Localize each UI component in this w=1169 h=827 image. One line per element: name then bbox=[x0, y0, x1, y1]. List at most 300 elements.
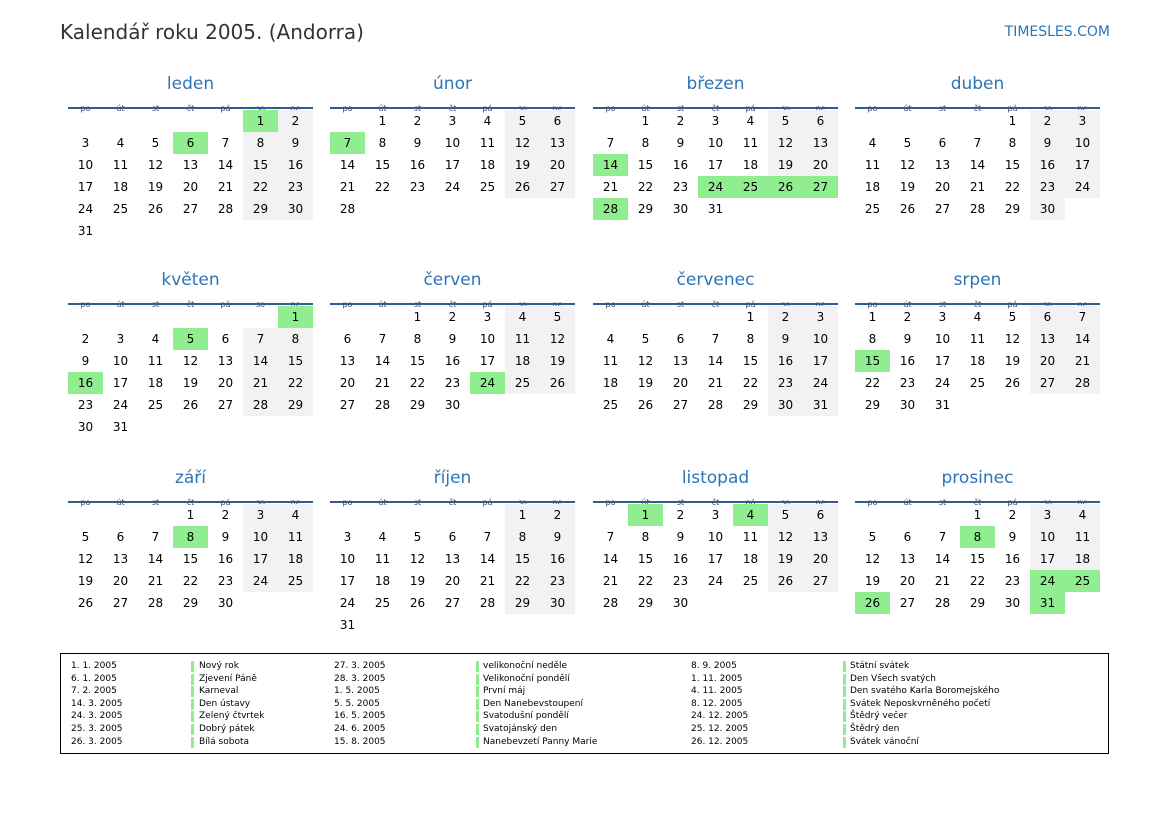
month-name: červenec bbox=[676, 270, 755, 290]
day-cell: 5 bbox=[641, 332, 650, 346]
weekday-label bbox=[138, 300, 173, 310]
day-cell: 12 bbox=[899, 158, 916, 172]
day-cell: 7 bbox=[606, 136, 615, 150]
day-cell: 30 bbox=[444, 398, 461, 412]
day-cell: 21 bbox=[374, 376, 391, 390]
legend-holiday-name: Den svatého Karla Boromejského bbox=[850, 686, 1000, 697]
month-name: leden bbox=[166, 74, 215, 94]
day-cell: 16 bbox=[409, 158, 426, 172]
day-cell: 17 bbox=[444, 158, 461, 172]
weekday-label bbox=[365, 300, 400, 310]
legend-marker bbox=[843, 686, 846, 697]
day-cell: 11 bbox=[1065, 526, 1100, 548]
day-cell: 31 bbox=[934, 398, 951, 412]
day-cell: 31 bbox=[339, 618, 356, 632]
month-červen bbox=[330, 270, 575, 412]
legend-marker bbox=[843, 724, 846, 735]
holiday-day-cell: 6 bbox=[173, 132, 208, 154]
day-cell: 4 bbox=[868, 136, 877, 150]
day-cell: 29 bbox=[742, 398, 759, 412]
day-cell: 25 bbox=[374, 596, 391, 610]
day-cell: 6 bbox=[676, 332, 685, 346]
legend-date: 24. 3. 2005 bbox=[71, 711, 123, 722]
day-cell: 25 bbox=[112, 202, 129, 216]
legend-marker bbox=[191, 724, 194, 735]
day-cell: 12 bbox=[1004, 332, 1021, 346]
legend-holiday-name: Nový rok bbox=[199, 661, 239, 671]
day-cell: 30 bbox=[1030, 198, 1065, 220]
day-cell: 4 bbox=[378, 530, 387, 544]
day-cell: 15 bbox=[374, 158, 391, 172]
day-cell: 13 bbox=[934, 158, 951, 172]
month-name: srpen bbox=[953, 270, 1002, 290]
day-cell: 4 bbox=[973, 310, 982, 324]
day-cell: 28 bbox=[934, 596, 951, 610]
month-únor bbox=[330, 74, 575, 216]
legend-date: 8. 12. 2005 bbox=[691, 698, 743, 709]
day-cell: 9 bbox=[1008, 530, 1017, 544]
holiday-day-cell: 8 bbox=[960, 526, 995, 548]
day-cell: 7 bbox=[483, 530, 492, 544]
legend-marker bbox=[476, 686, 479, 697]
day-cell: 5 bbox=[903, 136, 912, 150]
day-cell: 13 bbox=[803, 132, 838, 154]
day-cell: 3 bbox=[711, 114, 720, 128]
day-cell: 13 bbox=[444, 552, 461, 566]
day-cell: 7 bbox=[378, 332, 387, 346]
legend-holiday-name: Bílá sobota bbox=[199, 736, 250, 747]
weekday-label bbox=[960, 104, 995, 114]
day-cell: 9 bbox=[676, 136, 685, 150]
day-cell: 4 bbox=[505, 306, 540, 328]
day-cell: 7 bbox=[243, 328, 278, 350]
holiday-day-cell: 16 bbox=[68, 372, 103, 394]
day-cell: 4 bbox=[606, 332, 615, 346]
day-cell: 27 bbox=[803, 570, 838, 592]
day-cell: 21 bbox=[602, 574, 619, 588]
legend-holiday-name: Velikonoční pondělí bbox=[483, 673, 570, 684]
day-cell: 13 bbox=[899, 552, 916, 566]
day-cell: 21 bbox=[147, 574, 164, 588]
legend-marker bbox=[191, 737, 194, 748]
legend-date: 15. 8. 2005 bbox=[334, 736, 386, 747]
day-cell: 26 bbox=[1004, 376, 1021, 390]
day-cell: 22 bbox=[742, 376, 759, 390]
weekday-label bbox=[890, 498, 925, 508]
day-cell: 21 bbox=[339, 180, 356, 194]
day-cell: 27 bbox=[1030, 372, 1065, 394]
month-name: únor bbox=[433, 74, 472, 94]
day-cell: 23 bbox=[1004, 574, 1021, 588]
day-cell: 28 bbox=[1065, 372, 1100, 394]
legend-date: 24. 12. 2005 bbox=[691, 711, 749, 722]
legend-marker bbox=[843, 661, 846, 672]
day-cell: 24 bbox=[1065, 176, 1100, 198]
weekday-label bbox=[103, 300, 138, 310]
day-cell: 26 bbox=[409, 596, 426, 610]
day-cell: 9 bbox=[278, 132, 313, 154]
day-cell: 13 bbox=[672, 354, 689, 368]
day-cell: 16 bbox=[444, 354, 461, 368]
day-cell: 15 bbox=[409, 354, 426, 368]
holiday-day-cell: 1 bbox=[278, 306, 313, 328]
day-cell: 3 bbox=[1030, 504, 1065, 526]
day-cell: 18 bbox=[969, 354, 986, 368]
day-cell: 16 bbox=[278, 154, 313, 176]
day-cell: 2 bbox=[278, 110, 313, 132]
weekday-header bbox=[68, 300, 313, 310]
day-cell: 29 bbox=[505, 592, 540, 614]
legend-date: 25. 12. 2005 bbox=[691, 723, 749, 734]
day-cell: 5 bbox=[768, 110, 803, 132]
day-cell: 4 bbox=[151, 332, 160, 346]
legend-marker bbox=[476, 674, 479, 685]
day-cell: 25 bbox=[147, 398, 164, 412]
holiday-legend bbox=[60, 653, 1109, 754]
legend-date: 14. 3. 2005 bbox=[71, 698, 123, 709]
day-cell: 26 bbox=[147, 202, 164, 216]
header-rule bbox=[330, 501, 575, 503]
day-cell: 6 bbox=[803, 110, 838, 132]
legend-holiday-name: Státní svátek bbox=[850, 661, 910, 671]
day-cell: 23 bbox=[672, 180, 689, 194]
day-cell: 3 bbox=[803, 306, 838, 328]
day-cell: 23 bbox=[409, 180, 426, 194]
day-cell: 29 bbox=[864, 398, 881, 412]
day-cell: 21 bbox=[479, 574, 496, 588]
day-cell: 23 bbox=[768, 372, 803, 394]
day-cell: 23 bbox=[217, 574, 234, 588]
day-cell: 20 bbox=[217, 376, 234, 390]
page-title: Kalendář roku 2005. (Andorra) bbox=[60, 20, 364, 44]
day-cell: 2 bbox=[81, 332, 90, 346]
day-cell: 3 bbox=[81, 136, 90, 150]
day-cell: 18 bbox=[864, 180, 881, 194]
legend-date: 8. 9. 2005 bbox=[691, 661, 737, 671]
day-cell: 30 bbox=[77, 420, 94, 434]
legend-marker bbox=[191, 674, 194, 685]
day-cell: 11 bbox=[278, 526, 313, 548]
day-cell: 22 bbox=[864, 376, 881, 390]
header-rule bbox=[68, 303, 313, 305]
month-name: březen bbox=[686, 74, 745, 94]
day-cell: 23 bbox=[1030, 176, 1065, 198]
day-cell: 12 bbox=[768, 526, 803, 548]
legend-holiday-name: První máj bbox=[483, 686, 526, 697]
day-cell: 17 bbox=[243, 548, 278, 570]
weekday-label bbox=[593, 300, 628, 310]
day-cell: 23 bbox=[77, 398, 94, 412]
weekday-label bbox=[593, 498, 628, 508]
day-cell: 25 bbox=[505, 372, 540, 394]
legend-holiday-name: Svatodušní pondělí bbox=[483, 711, 569, 722]
holiday-day-cell: 7 bbox=[330, 132, 365, 154]
day-cell: 21 bbox=[217, 180, 234, 194]
month-name: listopad bbox=[681, 468, 750, 488]
legend-holiday-name: Svatojánský den bbox=[483, 723, 558, 734]
day-cell: 25 bbox=[479, 180, 496, 194]
legend-date: 6. 1. 2005 bbox=[71, 673, 117, 684]
day-cell: 29 bbox=[243, 198, 278, 220]
day-cell: 6 bbox=[540, 110, 575, 132]
weekday-label bbox=[435, 498, 470, 508]
day-cell: 16 bbox=[1004, 552, 1021, 566]
day-cell: 22 bbox=[374, 180, 391, 194]
day-cell: 20 bbox=[112, 574, 129, 588]
day-cell: 10 bbox=[803, 328, 838, 350]
day-cell: 15 bbox=[182, 552, 199, 566]
day-cell: 15 bbox=[637, 552, 654, 566]
holiday-day-cell: 25 bbox=[733, 176, 768, 198]
day-cell: 27 bbox=[672, 398, 689, 412]
day-cell: 10 bbox=[707, 136, 724, 150]
legend-date: 4. 11. 2005 bbox=[691, 686, 743, 697]
holiday-day-cell: 15 bbox=[855, 350, 890, 372]
legend-date: 1. 5. 2005 bbox=[334, 686, 380, 697]
day-cell: 1 bbox=[413, 310, 422, 324]
legend-holiday-name: velikonoční neděle bbox=[483, 661, 568, 671]
day-cell: 27 bbox=[934, 202, 951, 216]
day-cell: 3 bbox=[343, 530, 352, 544]
holiday-day-cell: 24 bbox=[698, 176, 733, 198]
day-cell: 11 bbox=[742, 136, 759, 150]
day-cell: 14 bbox=[147, 552, 164, 566]
weekday-label bbox=[628, 300, 663, 310]
day-cell: 19 bbox=[864, 574, 881, 588]
legend-date: 1. 11. 2005 bbox=[691, 673, 743, 684]
legend-date: 26. 12. 2005 bbox=[691, 736, 749, 747]
day-cell: 18 bbox=[602, 376, 619, 390]
legend-date: 24. 6. 2005 bbox=[334, 723, 386, 734]
day-cell: 16 bbox=[540, 548, 575, 570]
day-cell: 11 bbox=[505, 328, 540, 350]
legend-marker bbox=[476, 699, 479, 710]
legend-holiday-name: Svátek Neposkvrněného početí bbox=[850, 698, 991, 709]
day-cell: 20 bbox=[182, 180, 199, 194]
day-cell: 8 bbox=[641, 530, 650, 544]
legend-date: 16. 5. 2005 bbox=[334, 711, 386, 722]
month-září bbox=[68, 468, 313, 610]
weekday-label bbox=[400, 498, 435, 508]
day-cell: 8 bbox=[378, 136, 387, 150]
holiday-day-cell: 4 bbox=[733, 504, 768, 526]
day-cell: 16 bbox=[1030, 154, 1065, 176]
month-březen bbox=[593, 74, 838, 216]
day-cell: 14 bbox=[602, 552, 619, 566]
day-cell: 21 bbox=[969, 180, 986, 194]
legend-marker bbox=[843, 699, 846, 710]
legend-marker bbox=[191, 661, 194, 672]
day-cell: 12 bbox=[768, 132, 803, 154]
day-cell: 18 bbox=[147, 376, 164, 390]
day-cell: 22 bbox=[243, 176, 278, 198]
day-cell: 21 bbox=[934, 574, 951, 588]
site-link[interactable]: TIMESLES.COM bbox=[1004, 24, 1110, 40]
legend-marker bbox=[476, 737, 479, 748]
day-cell: 25 bbox=[969, 376, 986, 390]
weekday-label bbox=[103, 498, 138, 508]
day-cell: 16 bbox=[899, 354, 916, 368]
day-cell: 14 bbox=[217, 158, 234, 172]
header-rule bbox=[855, 107, 1100, 109]
day-cell: 12 bbox=[637, 354, 654, 368]
day-cell: 16 bbox=[672, 158, 689, 172]
day-cell: 19 bbox=[1004, 354, 1021, 368]
day-cell: 4 bbox=[116, 136, 125, 150]
legend-marker bbox=[191, 711, 194, 722]
day-cell: 2 bbox=[903, 310, 912, 324]
legend-holiday-name: Štědrý den bbox=[850, 723, 900, 734]
day-cell: 9 bbox=[768, 328, 803, 350]
day-cell: 4 bbox=[1065, 504, 1100, 526]
day-cell: 27 bbox=[444, 596, 461, 610]
day-cell: 6 bbox=[1030, 306, 1065, 328]
day-cell: 18 bbox=[1065, 548, 1100, 570]
day-cell: 2 bbox=[676, 114, 685, 128]
day-cell: 22 bbox=[969, 574, 986, 588]
holiday-day-cell: 24 bbox=[470, 372, 505, 394]
header-rule bbox=[330, 303, 575, 305]
day-cell: 17 bbox=[707, 552, 724, 566]
day-cell: 30 bbox=[278, 198, 313, 220]
day-cell: 20 bbox=[803, 154, 838, 176]
day-cell: 7 bbox=[1065, 306, 1100, 328]
day-cell: 25 bbox=[602, 398, 619, 412]
day-cell: 10 bbox=[479, 332, 496, 346]
day-cell: 28 bbox=[374, 398, 391, 412]
day-cell: 20 bbox=[540, 154, 575, 176]
header-rule bbox=[593, 303, 838, 305]
holiday-day-cell: 26 bbox=[855, 592, 890, 614]
holiday-day-cell: 28 bbox=[593, 198, 628, 220]
day-cell: 15 bbox=[278, 350, 313, 372]
day-cell: 30 bbox=[540, 592, 575, 614]
day-cell: 3 bbox=[116, 332, 125, 346]
day-cell: 27 bbox=[899, 596, 916, 610]
day-cell: 9 bbox=[903, 332, 912, 346]
month-name: prosinec bbox=[941, 468, 1014, 488]
header-rule bbox=[68, 107, 313, 109]
day-cell: 16 bbox=[768, 350, 803, 372]
legend-marker bbox=[476, 724, 479, 735]
day-cell: 27 bbox=[217, 398, 234, 412]
day-cell: 26 bbox=[637, 398, 654, 412]
day-cell: 9 bbox=[81, 354, 90, 368]
month-říjen bbox=[330, 468, 575, 632]
day-cell: 1 bbox=[746, 310, 755, 324]
day-cell: 22 bbox=[278, 372, 313, 394]
day-cell: 2 bbox=[221, 508, 230, 522]
day-cell: 26 bbox=[182, 398, 199, 412]
legend-date: 26. 3. 2005 bbox=[71, 736, 123, 747]
day-cell: 14 bbox=[969, 158, 986, 172]
day-cell: 1 bbox=[973, 508, 982, 522]
day-cell: 17 bbox=[479, 354, 496, 368]
day-cell: 29 bbox=[969, 596, 986, 610]
day-cell: 12 bbox=[77, 552, 94, 566]
day-cell: 28 bbox=[969, 202, 986, 216]
day-cell: 13 bbox=[339, 354, 356, 368]
day-cell: 3 bbox=[1065, 110, 1100, 132]
holiday-day-cell: 1 bbox=[628, 504, 663, 526]
legend-holiday-name: Svátek vánoční bbox=[850, 736, 919, 747]
day-cell: 17 bbox=[339, 574, 356, 588]
day-cell: 14 bbox=[243, 350, 278, 372]
holiday-day-cell: 5 bbox=[173, 328, 208, 350]
day-cell: 24 bbox=[112, 398, 129, 412]
legend-date: 5. 5. 2005 bbox=[334, 698, 380, 709]
day-cell: 30 bbox=[217, 596, 234, 610]
day-cell: 11 bbox=[742, 530, 759, 544]
day-cell: 27 bbox=[182, 202, 199, 216]
day-cell: 30 bbox=[899, 398, 916, 412]
day-cell: 14 bbox=[934, 552, 951, 566]
day-cell: 8 bbox=[278, 328, 313, 350]
weekday-label bbox=[365, 498, 400, 508]
day-cell: 31 bbox=[707, 202, 724, 216]
day-cell: 11 bbox=[864, 158, 881, 172]
legend-holiday-name: Nanebevzetí Panny Marie bbox=[483, 736, 598, 747]
day-cell: 17 bbox=[934, 354, 951, 368]
day-cell: 18 bbox=[374, 574, 391, 588]
day-cell: 1 bbox=[378, 114, 387, 128]
day-cell: 19 bbox=[768, 154, 803, 176]
day-cell: 22 bbox=[182, 574, 199, 588]
legend-holiday-name: Den ústavy bbox=[199, 698, 251, 709]
day-cell: 24 bbox=[444, 180, 461, 194]
month-červenec bbox=[593, 270, 838, 412]
day-cell: 8 bbox=[746, 332, 755, 346]
day-cell: 24 bbox=[243, 570, 278, 592]
day-cell: 19 bbox=[505, 154, 540, 176]
day-cell: 23 bbox=[444, 376, 461, 390]
day-cell: 23 bbox=[540, 570, 575, 592]
day-cell: 5 bbox=[1008, 310, 1017, 324]
day-cell: 4 bbox=[483, 114, 492, 128]
day-cell: 18 bbox=[742, 552, 759, 566]
day-cell: 1 bbox=[868, 310, 877, 324]
day-cell: 26 bbox=[540, 372, 575, 394]
day-cell: 14 bbox=[1065, 328, 1100, 350]
day-cell: 15 bbox=[637, 158, 654, 172]
day-cell: 28 bbox=[479, 596, 496, 610]
day-cell: 2 bbox=[768, 306, 803, 328]
month-name: duben bbox=[950, 74, 1005, 94]
day-cell: 7 bbox=[711, 332, 720, 346]
legend-marker bbox=[191, 699, 194, 710]
month-name: září bbox=[174, 468, 207, 488]
day-cell: 22 bbox=[637, 574, 654, 588]
day-cell: 14 bbox=[339, 158, 356, 172]
day-cell: 20 bbox=[444, 574, 461, 588]
day-cell: 17 bbox=[1030, 548, 1065, 570]
weekday-label bbox=[68, 104, 103, 114]
day-cell: 16 bbox=[217, 552, 234, 566]
weekday-label bbox=[663, 300, 698, 310]
day-cell: 10 bbox=[934, 332, 951, 346]
day-cell: 23 bbox=[278, 176, 313, 198]
day-cell: 22 bbox=[505, 570, 540, 592]
day-cell: 28 bbox=[602, 596, 619, 610]
day-cell: 30 bbox=[672, 202, 689, 216]
day-cell: 29 bbox=[278, 394, 313, 416]
weekday-label bbox=[68, 498, 103, 508]
day-cell: 8 bbox=[1008, 136, 1017, 150]
legend-marker bbox=[476, 711, 479, 722]
weekday-label bbox=[698, 300, 733, 310]
day-cell: 10 bbox=[444, 136, 461, 150]
day-cell: 23 bbox=[899, 376, 916, 390]
